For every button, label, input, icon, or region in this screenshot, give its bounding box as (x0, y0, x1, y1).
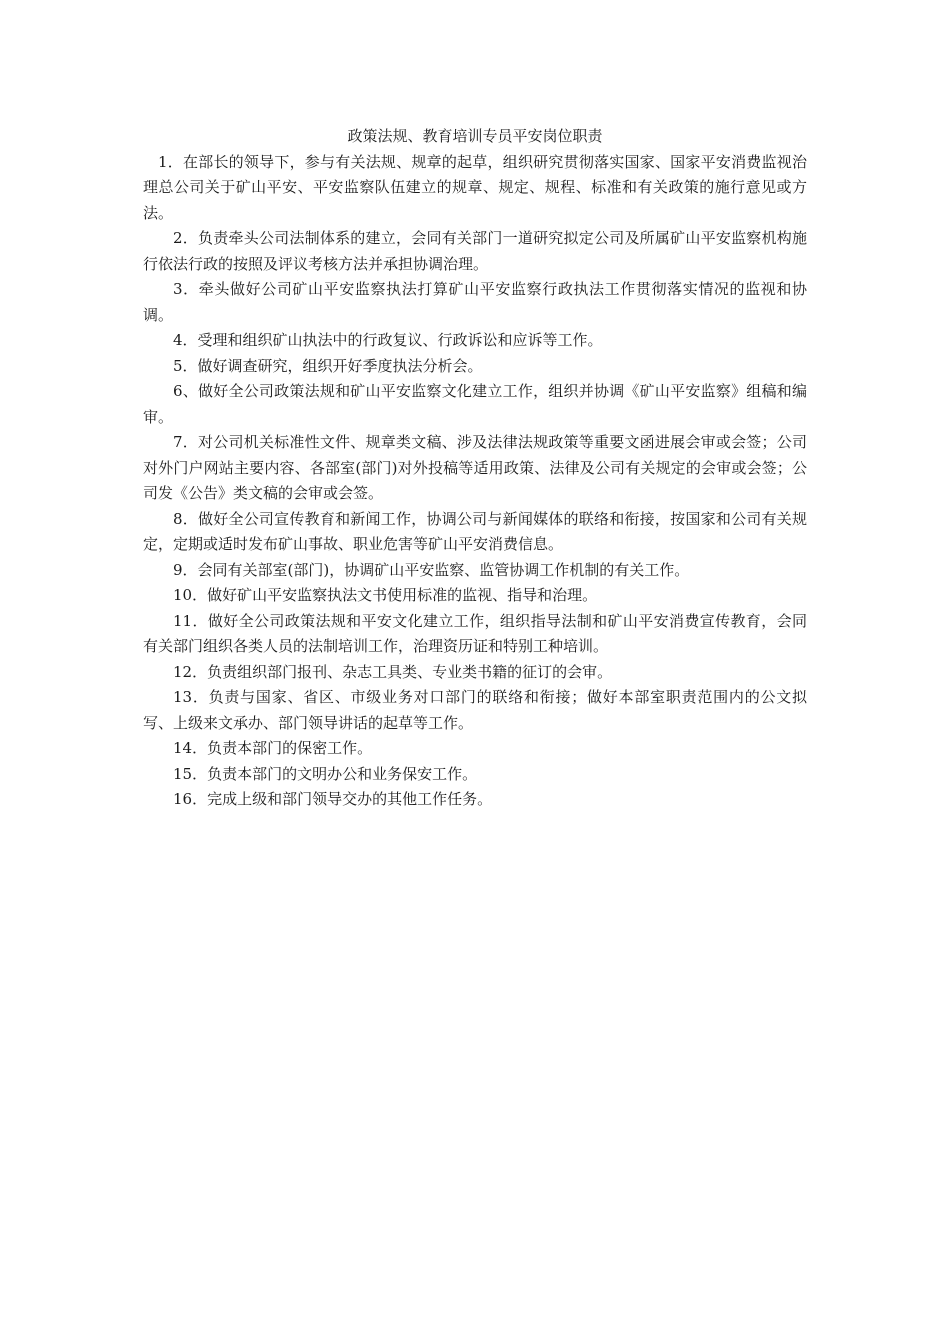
duty-item-10: 10．做好矿山平安监察执法文书使用标准的监视、指导和治理。 (173, 586, 598, 604)
duty-item-13: 13．负责与国家、省区、市级业务对口部门的联络和衔接；做好本部室职责范围内的公文拟写、上级来文承办、部门领导讲话的起草等工作。 (143, 688, 807, 732)
duty-item-4: 4．受理和组织矿山执法中的行政复议、行政诉讼和应诉等工作。 (173, 331, 603, 349)
duty-item-15: 15．负责本部门的文明办公和业务保安工作。 (173, 764, 478, 783)
document-body (143, 124, 807, 813)
duty-item-1: 1．在部长的领导下，参与有关法规、规章的起草，组织研究贯彻落实国家、国家平安消费监视治理总公司关于矿山平安、平安监察队伍建立的规章、规定、规程、标准和有关政策的施行意见或方法。 (143, 152, 807, 222)
duty-item-8: 8．做好全公司宣传教育和新闻工作，协调公司与新闻媒体的联络和衔接，按国家和公司有关规定，定期或适时发布矿山事故、职业危害等矿山平安消费信息。 (143, 509, 807, 553)
duty-item-14: 14．负责本部门的保密工作。 (173, 739, 373, 757)
duty-item-9: 9．会同有关部室(部门)，协调矿山平安监察、监管协调工作机制的有关工作。 (173, 560, 690, 579)
document-title: 政策法规、教育培训专员平安岗位职责 (347, 127, 603, 145)
duty-item-12: 12．负责组织部门报刊、杂志工具类、专业类书籍的征订的会审。 (173, 662, 613, 681)
duty-item-16: 16．完成上级和部门领导交办的其他工作任务。 (173, 790, 493, 808)
duty-item-3: 3．牵头做好公司矿山平安监察执法打算矿山平安监察行政执法工作贯彻落实情况的监视和协调。 (143, 280, 807, 324)
duty-item-7: 7．对公司机关标准性文件、规章类文稿、涉及法律法规政策等重要文函进展会审或会签；公司对外门户网站主要内容、各部室(部门)对外投稿等适用政策、法律及公司有关规定的会审或会签；公司发《公告》类文稿的会审或会签。 (143, 433, 807, 502)
duty-item-6: 6、做好全公司政策法规和矿山平安监察文化建立工作，组织并协调《矿山平安监察》组稿和编审。 (143, 382, 807, 426)
duty-item-11: 11．做好全公司政策法规和平安文化建立工作，组织指导法制和矿山平安消费宣传教育，会同有关部门组织各类人员的法制培训工作，治理资历证和特别工种培训。 (143, 611, 807, 655)
duty-item-5: 5．做好调查研究，组织开好季度执法分析会。 (173, 356, 483, 375)
duty-item-2: 2．负责牵头公司法制体系的建立，会同有关部门一道研究拟定公司及所属矿山平安监察机构施行依法行政的按照及评议考核方法并承担协调治理。 (143, 229, 807, 273)
